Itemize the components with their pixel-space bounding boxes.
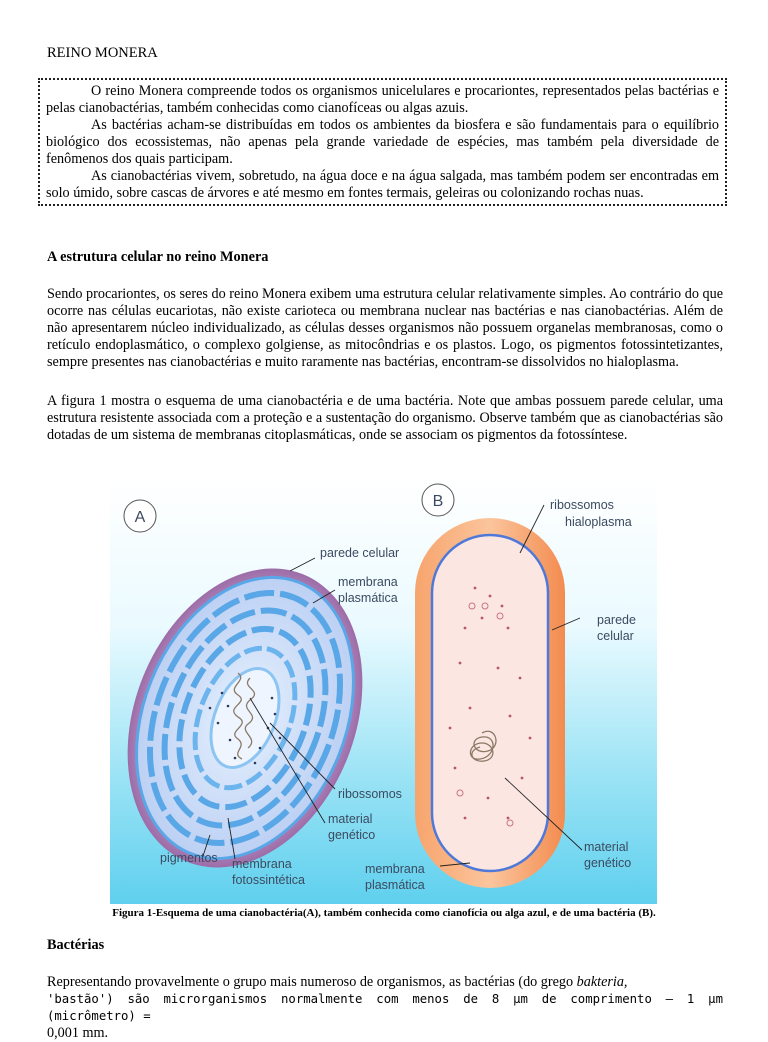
bacterias-paragraph <box>47 974 723 1042</box>
section-heading-structure: A estrutura celular no reino Monera <box>47 249 269 265</box>
label-membrana-a-line1: membrana <box>338 575 398 589</box>
bacterias-text-part2: 'bastão') são microrganismos normalmente com menos de 8 μm de comprimento — 1 μm (micrômetro) = <box>47 992 723 1023</box>
label-a-letter: A <box>134 509 146 526</box>
figure-caption: Figura 1-Esquema de uma cianobactéria(A), também conhecida como cianofícia ou alga azul, e de uma bactéria (B). <box>112 907 656 919</box>
structure-paragraph-2: A figura 1 mostra o esquema de uma cianobactéria e de uma bactéria. Note que ambas possuem parede celular, uma estrutura resistente associada com a proteção e a sustentação do organismo. Observe também que as cianobactérias são dotadas de um sistema de membranas citoplasmáticas, onde se associam os pigmentos da fotossíntese. <box>47 393 723 443</box>
bacterium-cell <box>415 484 565 888</box>
label-parede-b-line2: celular <box>597 629 634 643</box>
bacterias-text-part1: Representando provavelmente o grupo mais numeroso de organismos, as bactérias (do grego <box>47 974 577 990</box>
label-pigmentos: pigmentos <box>160 851 218 865</box>
label-material-b-line2: genético <box>584 856 632 870</box>
bacterias-text-greek: bakteria, <box>576 974 628 990</box>
bacterias-text-part3: 0,001 mm. <box>47 1025 109 1041</box>
section-heading-bacterias: Bactérias <box>47 937 105 953</box>
label-ribossomos-b: ribossomos <box>550 498 614 512</box>
label-b-letter: B <box>432 493 444 510</box>
label-material-b-line1: material <box>584 840 629 854</box>
label-material-a-line2: genético <box>328 828 376 842</box>
page-title: REINO MONERA <box>47 45 158 61</box>
bacterium-plasma-membrane <box>432 535 548 871</box>
label-membrana-foto-line1: membrana <box>232 857 292 871</box>
structure-paragraph-1: Sendo procariontes, os seres do reino Monera exibem uma estrutura celular relativamente simples. Ao contrário do que ocorre nas células eucariotas, não existe carioteca ou membrana nuclear nas bactérias e nas cianobactérias. Além de não apresentarem núcleo individualizado, as células desses organismos não possuem organelas membranosas, como o retículo endoplasmático, o complexo golgiense, as mitocôndrias e os plastos. Logo, os pigmentos fotossintetizantes, sempre presentes nas cianobactérias e muito raramente nas bactérias, encontram-se dissolvidos no hialoplasma. <box>47 286 723 370</box>
label-ribossomos-a: ribossomos <box>338 787 402 801</box>
intro-box <box>38 78 727 206</box>
label-membrana-b-line1: membrana <box>365 862 425 876</box>
figure-cell-diagram <box>110 478 657 904</box>
label-parede-b-line1: parede <box>597 613 636 627</box>
label-membrana-a-line2: plasmática <box>338 591 398 605</box>
intro-paragraph-3: As cianobactérias vivem, sobretudo, na água doce e na água salgada, mas também podem ser encontradas em solo úmido, sobre cascas de árvores e até mesmo em fontes termais, geleiras ou colonizando rochas nuas. <box>46 168 719 201</box>
label-membrana-b-line2: plasmática <box>365 878 425 892</box>
intro-paragraph-2: As bactérias acham-se distribuídas em todos os ambientes da biosfera e são fundamentais para o equilíbrio biológico dos ecossistemas, não apenas pela grande variedade de espécies, mas também pela diversidade de fenômenos dos quais participam. <box>46 117 719 167</box>
label-hialoplasma: hialoplasma <box>565 515 632 529</box>
label-material-a-line1: material <box>328 812 373 826</box>
intro-paragraph-1: O reino Monera compreende todos os organismos unicelulares e procariontes, representados pelas bactérias e pelas cianobactérias, também conhecidas como cianofíceas ou algas azuis. <box>46 83 719 116</box>
label-membrana-foto-line2: fotossintética <box>232 873 305 887</box>
cell-diagram-svg <box>110 478 657 904</box>
label-parede-celular-a: parede celular <box>320 546 400 560</box>
